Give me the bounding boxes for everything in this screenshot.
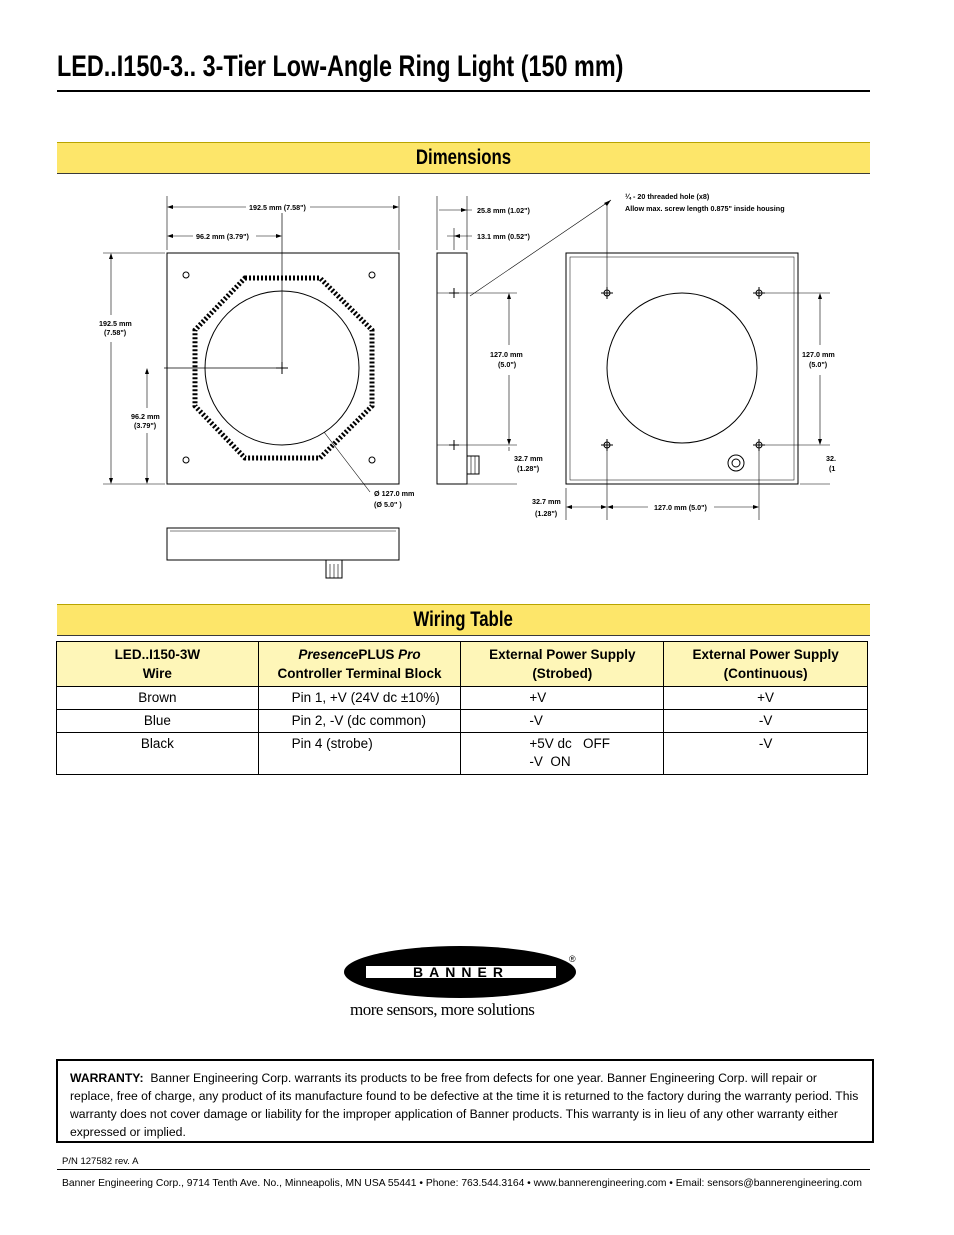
cell-wire: Brown [57, 687, 259, 710]
dim-front-width: 192.5 mm (7.58") [249, 203, 306, 212]
header-continuous-line2: (Continuous) [723, 666, 808, 681]
cell-wire: Black [57, 733, 259, 775]
cell-strobed-line2: -V ON [529, 754, 571, 769]
table-row [57, 733, 868, 775]
cell-terminal: Pin 4 (strobe) [258, 733, 461, 775]
dim-diameter-b: (Ø 5.0" ) [374, 500, 402, 509]
page-title: LED..I150-3.. 3-Tier Low-Angle Ring Light (150 mm) [57, 50, 624, 83]
dim-side-spacing-a: 127.0 mm [490, 350, 523, 359]
cell-strobed-line1: +5V dc OFF [529, 736, 611, 751]
dim-back-edge-a: 32. [826, 454, 836, 463]
wiring-table [56, 641, 868, 775]
cell-continuous: -V [664, 710, 868, 733]
warranty-box [56, 1059, 874, 1143]
section-header-dimensions [57, 142, 870, 174]
dim-back-spacing-v-a: 127.0 mm [802, 350, 835, 359]
header-wire-line1: LED..I150-3W [114, 647, 201, 662]
dim-front-half-height-a: 96.2 mm [131, 412, 160, 421]
dim-diameter-a: Ø 127.0 mm [374, 489, 415, 498]
cell-terminal: Pin 2, -V (dc common) [258, 710, 461, 733]
cell-strobed: -V [461, 710, 664, 733]
cell-terminal: Pin 1, +V (24V dc ±10%) [258, 687, 461, 710]
logo-registered: ® [569, 954, 576, 964]
table-row [57, 687, 868, 710]
logo-brand: BANNER [413, 964, 509, 980]
header-terminal-pro: Pro [394, 647, 421, 662]
header-continuous [664, 642, 868, 687]
wiring-header-row [57, 642, 868, 687]
dim-back-spacing-v-b: (5.0") [809, 360, 828, 369]
cell-strobed: +V [461, 687, 664, 710]
dim-back-spacing-h: 127.0 mm (5.0") [654, 503, 707, 512]
dim-side-bottom-a: 32.7 mm [514, 454, 543, 463]
dim-front-half-width: 96.2 mm (3.79") [196, 232, 249, 241]
cell-strobed [461, 733, 664, 775]
banner-logo [342, 945, 582, 1000]
title-rule [57, 90, 870, 92]
note-hole-b: Allow max. screw length 0.875" inside housing [625, 204, 785, 213]
header-terminal-presence: Presence [298, 647, 359, 662]
back-view-housing [566, 253, 798, 484]
footer-contact: Banner Engineering Corp., 9714 Tenth Ave. No., Minneapolis, MN USA 55441 • Phone: 763.544.3164 • www.bannerengineering.com • Email: sensors@bannerengineering.com [62, 1178, 862, 1189]
header-wire [57, 642, 259, 687]
header-strobed-line1: External Power Supply [489, 647, 636, 662]
dim-back-bottom-a: 32.7 mm [532, 497, 561, 506]
header-terminal [258, 642, 461, 687]
header-strobed [461, 642, 664, 687]
header-terminal-plus: PLUS [358, 647, 395, 662]
cell-wire: Blue [57, 710, 259, 733]
warranty-text: Banner Engineering Corp. warrants its products to be free from defects for one year. Banner Engineering Corp. will repair or replace, free of charge, any product of its manufacture found to be defective at the time it is returned to the factory during the warranty period. This warranty does not cover damage or liability for the improper application of Banner products. This warranty is in lieu of any other warranty either expressed or implied. [70, 1071, 859, 1139]
cell-continuous: -V [664, 733, 868, 775]
section-header-wiring [57, 604, 870, 636]
section-title-dimensions: Dimensions [415, 146, 512, 169]
header-wire-line2: Wire [142, 666, 172, 681]
dim-back-bottom-b: (1.28") [535, 509, 558, 518]
dim-side-offset: 13.1 mm (0.52") [477, 232, 530, 241]
dim-front-height-a: 192.5 mm [99, 319, 132, 328]
section-title-wiring: Wiring Table [413, 608, 514, 631]
dim-back-edge-b: (1 [829, 464, 836, 473]
header-terminal-line2: Controller Terminal Block [277, 666, 442, 681]
cell-continuous: +V [664, 687, 868, 710]
side-view-housing [437, 253, 467, 484]
table-row [57, 710, 868, 733]
logo-tagline: more sensors, more solutions [350, 1000, 535, 1019]
header-terminal-line1 [263, 645, 457, 664]
header-strobed-line2: (Strobed) [532, 666, 593, 681]
dim-side-bottom-b: (1.28") [517, 464, 540, 473]
note-hole-a: ¼ - 20 threaded hole (x8) [625, 192, 710, 201]
dimension-drawing [57, 174, 870, 594]
dim-side-spacing-b: (5.0") [498, 360, 517, 369]
header-continuous-line1: External Power Supply [692, 647, 839, 662]
dim-side-depth: 25.8 mm (1.02") [477, 206, 530, 215]
warranty-label: WARRANTY: [70, 1071, 144, 1085]
part-number: P/N 127582 rev. A [62, 1156, 139, 1167]
dim-front-height-b: (7.58") [104, 328, 127, 337]
dim-front-half-height-b: (3.79") [134, 421, 157, 430]
footer-rule [57, 1169, 870, 1170]
